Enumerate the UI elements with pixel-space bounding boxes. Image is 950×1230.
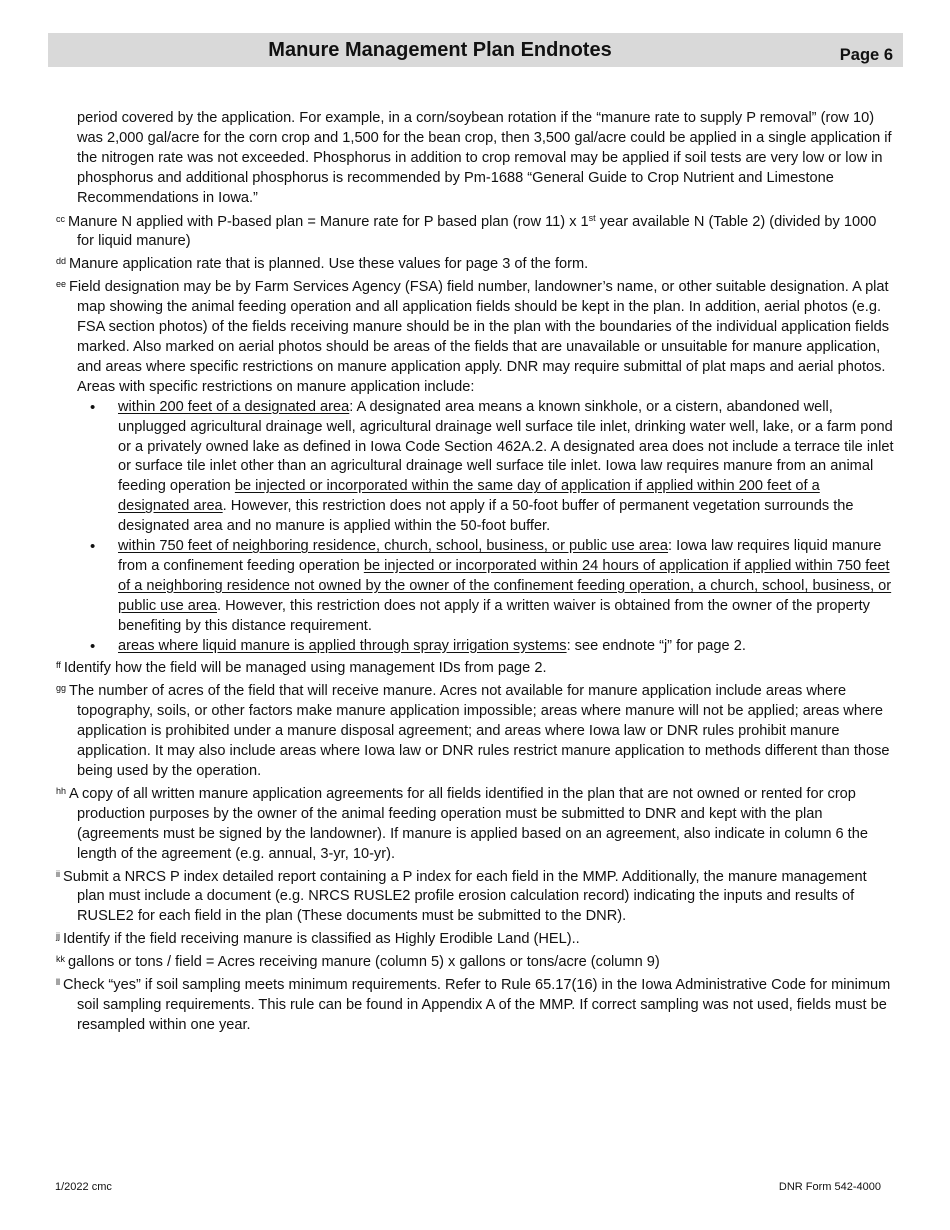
bullet-underlined-text: be injected or incorporated within 24 hours of application if applied within 750 feet of a neighboring residence not owned by the owner of the confinement feeding operation, a church, school, business, or public use area (118, 557, 892, 614)
bullet-heading: within 200 feet of a designated area (118, 398, 350, 415)
bullet-text: : A designated area means a known sinkhole, or a cistern, abandoned well, unplugged agricultural drainage well, agricultural drainage well surface tile inlet, drinking water well, lake, or a farm pond or a privately owned lake as defined in Iowa Code Section 462A.2. A designated area does not include a terrace tile inlet or surface tile inlet other than an agricultural drainage well surface tile inlet. Iowa law requires manure from an animal feeding operation (118, 398, 894, 495)
continued-paragraph: period covered by the application. For example, in a corn/soybean rotation if the “manure rate to supply P removal” (row 10) was 2,000 gal/acre for the corn crop and 1,500 for the bean crop, then 3,500 gal/acre could be applied in a single application if the nitrogen rate was not exceeded. Phosphorus in addition to crop removal may be applied if soil tests are very low or low in phosphorus and additional phosphorus is recommended by Pm-1688 “General Guide to Crop Nutrient and Limestone Recommendations in Iowa.” (77, 110, 892, 206)
endnote-marker: dd (56, 256, 67, 267)
bullet-text: . However, this restriction does not apply if a written waiver is obtained from the owner of the property benefiting by this distance requirement. (118, 597, 870, 634)
endnote-hh (56, 782, 894, 865)
bullet-heading: within 750 feet of neighboring residence, church, school, business, or public use area (118, 538, 669, 555)
endnote-marker: gg (56, 683, 67, 694)
endnote-gg (56, 679, 894, 782)
endnote-marker: cc (56, 213, 65, 224)
footer-date: 1/2022 cmc (55, 1181, 112, 1193)
endnote-marker: hh (56, 785, 67, 796)
page-number: Page 6 (839, 46, 893, 64)
endnote-ll (56, 973, 894, 1036)
page-title: Manure Management Plan Endnotes (268, 39, 612, 61)
superscript: st (588, 212, 596, 223)
list-item (118, 398, 894, 537)
endnote-marker: ii (56, 868, 60, 879)
endnote-text: Field designation may be by Farm Services Agency (FSA) field number, landowner’s name, or other suitable designation. A plat map showing the animal feeding operation and all application fields should be kept in the plan. In addition, aerial photos (e.g. FSA section photos) of the fields receiving manure should be in the plan with the boundaries of the individual application fields marked. Also marked on aerial photos should be areas of the fields that are unavailable or unsuitable for manure application, and areas where specific restrictions on manure application apply. DNR may require submittal of plat maps and aerial photos. Areas with specific restrictions on manure application include: (69, 279, 890, 395)
endnote-marker: kk (56, 954, 65, 965)
endnote-ii (56, 865, 894, 928)
bullet-text: : Iowa law requires liquid manure from a confinement feeding operation (118, 538, 882, 574)
endnote-text: Manure application rate that is planned. Use these values for page 3 of the form. (69, 256, 589, 273)
footer-form-number: DNR Form 542-4000 (778, 1181, 881, 1193)
endnote-jj (56, 927, 894, 950)
endnote-marker: ll (56, 977, 60, 988)
endnote-text: The number of acres of the field that will receive manure. Acres not available for manure application include areas where topography, soils, or other factors make manure application impossible; areas where manure will not be applied; areas where application is prohibited under a manure disposal agreement; and areas where Iowa law or DNR rules prohibit manure application. It may also include areas where Iowa law or DNR rules restrict manure application to methods different than those being used by the operation. (69, 683, 890, 779)
restriction-list (56, 398, 894, 657)
endnote-text: Manure N applied with P-based plan = Manure rate for P based plan (row 11) x 1 (68, 213, 589, 230)
endnote-text: Identify how the field will be managed using management IDs from page 2. (63, 660, 547, 677)
bullet-text: : see endnote “j” for page 2. (566, 637, 746, 654)
endnote-text: Submit a NRCS P index detailed report containing a P index for each field in the MMP. Additionally, the manure management plan must include a document (e.g. NRCS RUSLE2 profile erosion calculation record) indicating the inputs and results of RUSLE2 for each field in the plan (These documents must be submitted to the DNR). (63, 868, 867, 925)
endnote-ee (56, 275, 894, 397)
endnote-kk (56, 950, 894, 973)
endnote-marker: ee (56, 279, 67, 290)
endnote-marker: ff (56, 660, 61, 671)
endnote-ff (56, 656, 894, 679)
endnote-text: A copy of all written manure application agreements for all fields identified in the plan that are not owned or rented for crop production purposes by the owner of the animal feeding operation must be submitted to DNR and kept with the plan (agreements must be signed by the landowner). If manure is applied based on an agreement, also indicate in column 6 the length of the agreement (e.g. annual, 3-yr, 10-yr). (69, 785, 868, 862)
endnote-marker: jj (56, 931, 60, 942)
page-header (48, 33, 903, 67)
endnote-cc (56, 209, 894, 253)
endnotes-body (56, 109, 894, 1036)
endnote-dd (56, 252, 894, 275)
endnote-text: Check “yes” if soil sampling meets minimum requirements. Refer to Rule 65.17(16) in the Iowa Administrative Code for minimum soil sampling requirements. This rule can be found in Appendix A of the MMP. If correct sampling was not used, fields must be resampled within one year. (63, 977, 891, 1033)
endnote-text: gallons or tons / field = Acres receiving manure (column 5) x gallons or tons/acre (column 9) (68, 954, 660, 971)
bullet-heading: areas where liquid manure is applied through spray irrigation systems (118, 637, 567, 654)
bullet-underlined-text: be injected or incorporated within the same day of application if applied within 200 feet of a designated area (118, 478, 820, 515)
list-item (118, 537, 894, 637)
bullet-text: . However, this restriction does not apply if a 50-foot buffer of permanent vegetation surrounds the designated area and no manure is applied within the 50-foot buffer. (118, 498, 854, 535)
endnote-text: year available N (Table 2) (divided by 1000 for liquid manure) (77, 213, 877, 250)
list-item (118, 637, 894, 657)
endnote-text: Identify if the field receiving manure is classified as Highly Erodible Land (HEL).. (63, 931, 580, 948)
